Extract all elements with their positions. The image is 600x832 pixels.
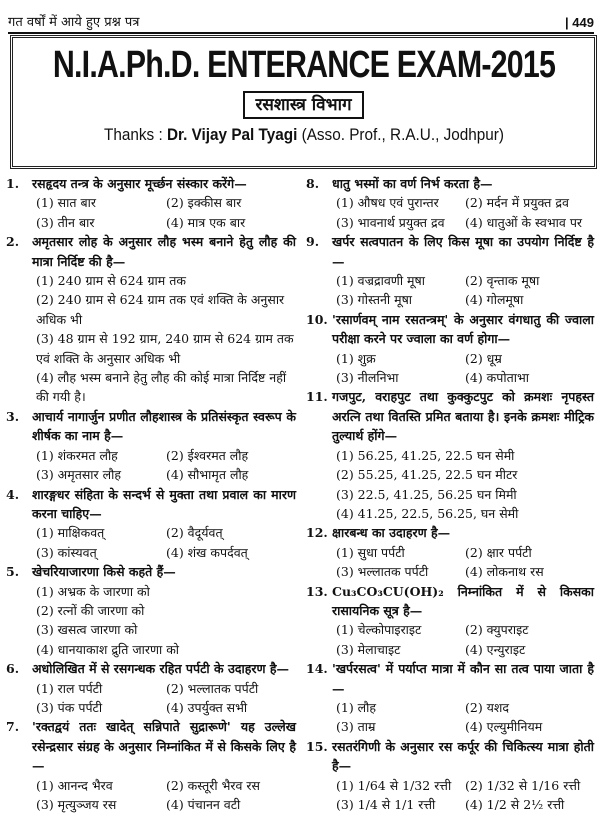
option-item: (3) गोस्तनी मूषा (336, 292, 413, 308)
option-item: (3) मृत्युञ्जय रस (36, 797, 117, 812)
question-body (332, 232, 594, 310)
question-item (6, 485, 296, 563)
question-body (32, 562, 296, 659)
question-item (6, 659, 296, 717)
option-item: (1) शंकरमत लौह (36, 447, 118, 463)
option-item: (1) सुधा पर्पटी (336, 544, 405, 560)
question-item (306, 659, 594, 737)
question-item (306, 737, 594, 815)
running-header-title: गत वर्षों में आये हुए प्रश्न पत्र (8, 15, 140, 30)
right-column (306, 174, 594, 814)
question-body (332, 387, 594, 523)
option-item: (3) ताम्र (336, 719, 376, 735)
option-item: (3) पंक पर्पटी (36, 699, 103, 715)
options-list (332, 446, 594, 524)
option-item: (3) खसत्व जारणा को (36, 622, 138, 638)
question-item (306, 582, 594, 660)
question-item (6, 717, 296, 814)
question-text: Cu₃CO₃CU(OH)₂ निम्नांकित में से किसका रासायनिक सूत्र है— (332, 583, 594, 618)
option-item: (4) 1/2 से 2½ रत्ती (465, 797, 565, 812)
option-item: (1) लौह (336, 699, 377, 715)
options-list (32, 679, 296, 718)
question-number: 11. (306, 389, 328, 405)
option-item: (4) 41.25, 22.5, 56.25, घन सेमी (336, 505, 519, 521)
option-item: (2) मर्दन में प्रयुक्त द्रव (465, 195, 569, 211)
question-body (332, 659, 594, 737)
option-item: (4) धातुओं के स्वभाव पर (465, 214, 583, 230)
question-body (32, 174, 296, 232)
option-item: (4) शंख कपर्दवत् (166, 544, 248, 560)
option-item: (2) 1/32 से 1/16 रत्ती (465, 777, 581, 793)
question-item (306, 174, 594, 232)
question-body (332, 582, 594, 660)
question-body (332, 737, 594, 815)
question-number: 12. (306, 525, 328, 541)
question-item (6, 562, 296, 659)
options-list (32, 523, 296, 562)
question-body (32, 659, 296, 717)
options-list (332, 698, 594, 737)
question-text: गजपुट, वराहपुट तथा कुक्कुटपुट को क्रमशः नृपहस्त अरत्नि तथा वितस्ति प्रमित बताया है। इनके क्रमशः मीट्रिक तुल्यार्थ होंगे— (332, 389, 594, 444)
option-item: (1) सात बार (36, 195, 96, 211)
question-number: 1. (6, 176, 20, 191)
options-list (332, 271, 594, 310)
option-item: (2) भल्लातक पर्पटी (166, 680, 259, 696)
question-number: 14. (306, 661, 328, 677)
question-number: 7. (6, 719, 20, 735)
option-item: (3) 1/4 से 1/1 रत्ती (336, 797, 436, 812)
question-number: 5. (6, 564, 20, 580)
option-item: (2) इक्कीस बार (166, 195, 242, 211)
option-item: (3) 22.5, 41.25, 56.25 घन मिमी (336, 486, 517, 502)
option-item: (4) लौह भस्म बनाने हेतु लौह की कोई मात्रा निर्दिष्ट नहीं की गयी है। (36, 370, 287, 405)
option-item: (3) मेलाचाइट (336, 641, 401, 657)
acknowledgement (104, 124, 504, 146)
question-item (306, 387, 594, 523)
exam-banner (10, 35, 597, 169)
question-body (32, 232, 296, 407)
question-number: 8. (306, 176, 320, 191)
question-number: 6. (6, 661, 20, 677)
option-item: (1) राल पर्पटी (36, 680, 103, 696)
option-item: (2) क्युपराइट (465, 622, 529, 638)
question-item (306, 523, 594, 581)
option-item: (3) 48 ग्राम से 192 ग्राम, 240 ग्राम से 624 ग्राम तक एवं शक्ति के अनुसार अधिक भी (36, 331, 294, 366)
thanks-affiliation: (Asso. Prof., R.A.U., Jodhpur) (296, 125, 504, 144)
question-text: अधोलिखित में से रसगन्धक रहित पर्पटी के उदाहरण है— (32, 661, 289, 677)
options-list (332, 620, 594, 659)
question-text: 'रक्तद्वयं ततः खादेत् सन्निपाते सुद्रारूणे' यह उल्लेख रसेन्द्रसार संग्रह के अनुसार निम्नांकित में से किसके लिए है— (32, 719, 296, 774)
question-text: खर्पर सत्वपातन के लिए किस मूषा का उपयोग निर्दिष्ट है— (332, 234, 594, 269)
option-item: (2) 240 ग्राम से 624 ग्राम तक एवं शक्ति के अनुसार अधिक भी (36, 292, 285, 327)
options-list (332, 193, 594, 232)
option-item: (2) कस्तूरी भैरव रस (166, 777, 260, 793)
question-text: 'रसार्णवम् नाम रसतन्त्रम्' के अनुसार वंगधातु की ज्वाला परीक्षा करने पर ज्वाला का वर्ण होगा— (332, 311, 594, 347)
option-item: (2) वृन्ताक मूषा (465, 273, 540, 289)
option-item: (3) तीन बार (36, 214, 95, 230)
question-number: 10. (306, 311, 328, 327)
options-list (32, 446, 296, 485)
options-list (32, 776, 296, 815)
question-text: रसहृदय तन्त्र के अनुसार मूर्च्छन संस्कार करेंगे— (32, 176, 247, 191)
option-item: (3) कांस्यवत् (36, 544, 97, 560)
option-item: (4) गोलमूषा (465, 292, 524, 308)
question-text: रसतरंगिणी के अनुसार रस कर्पूर की चिकित्स्य मात्रा होती है— (332, 738, 594, 774)
option-item: (1) औषध एवं पुरान्तर (336, 195, 439, 211)
question-text: धातु भस्मों का वर्ण निर्भ करता है— (332, 176, 493, 191)
option-item: (3) भल्लातक पर्पटी (336, 564, 429, 580)
running-header (8, 8, 594, 34)
option-item: (2) 55.25, 41.25, 22.5 घन मीटर (336, 467, 518, 483)
options-list (332, 776, 594, 815)
options-list (32, 193, 296, 232)
option-item: (4) सौभामृत लौह (166, 467, 249, 483)
question-body (332, 523, 594, 581)
option-item: (1) 56.25, 41.25, 22.5 घन सेमी (336, 447, 515, 463)
options-list (332, 543, 594, 582)
option-item: (1) अभ्रक के जारणा को (36, 583, 150, 599)
question-body (32, 485, 296, 563)
option-item: (2) क्षार पर्पटी (465, 544, 532, 560)
question-number: 15. (306, 738, 328, 754)
exam-title: N.I.A.Ph.D. ENTERANCE EXAM-2015 (52, 44, 555, 86)
option-item: (3) नीलनिभा (336, 370, 399, 386)
question-number: 3. (6, 408, 20, 424)
question-number: 4. (6, 486, 20, 502)
question-text: आचार्य नागार्जुन प्रणीत लौहशास्त्र के प्रतिसंस्कृत स्वरूप के शीर्षक का नाम है— (32, 408, 296, 444)
option-item: (2) धूम्र (465, 350, 502, 366)
question-number: 2. (6, 234, 20, 250)
question-text: 'खर्परसत्व' में पर्याप्त मात्रा में कौन सा तत्व पाया जाता है— (332, 661, 594, 696)
thanks-name: Dr. Vijay Pal Tyagi (166, 125, 297, 144)
option-item: (4) कपोताभा (465, 370, 530, 386)
option-item: (4) उपर्युक्त सभी (166, 699, 248, 715)
option-item: (1) 240 ग्राम से 624 ग्राम तक (36, 273, 186, 289)
question-text: खेचरियाजारणा किसे कहते हैं— (32, 564, 176, 580)
option-item: (1) चेल्कोपाइराइट (336, 622, 422, 638)
option-item: (1) माक्षिकवत् (36, 525, 105, 541)
thanks-label: Thanks : (103, 125, 167, 144)
question-body (32, 407, 296, 485)
question-text: अमृतसार लोह के अनुसार लौह भस्म बनाने हेतु लौह की मात्रा निर्दिष्ट की है— (32, 234, 296, 269)
option-item: (2) रत्नों की जारणा को (36, 602, 145, 618)
options-list (32, 582, 296, 660)
option-item: (4) एन्युराइट (465, 641, 526, 657)
option-item: (4) मात्र एक बार (166, 214, 246, 230)
question-item (6, 232, 296, 407)
option-item: (4) एल्युमीनियम (465, 719, 543, 735)
left-column (6, 174, 296, 814)
question-number: 13. (306, 583, 328, 599)
option-item: (4) धानयाकाश द्रुति जारणा को (36, 641, 180, 657)
question-body (332, 174, 594, 232)
question-item (6, 174, 296, 232)
option-item: (1) 1/64 से 1/32 रत्ती (336, 777, 452, 793)
question-text: शारङ्गधर संहिता के सन्दर्भ से मुक्ता तथा प्रवाल का मारण करना चाहिए— (32, 486, 296, 521)
question-item (306, 310, 594, 388)
option-item: (4) लोकनाथ रस (465, 564, 544, 580)
option-item: (1) वज्रद्रावणी मूषा (336, 273, 425, 289)
option-item: (1) आनन्द भैरव (36, 777, 113, 793)
page-number: | 449 (565, 15, 594, 30)
options-list (32, 271, 296, 407)
question-text: क्षारबन्ध का उदाहरण है— (332, 525, 451, 541)
option-item: (4) पंचानन वटी (166, 797, 241, 812)
question-body (332, 310, 594, 388)
option-item: (3) अमृतसार लौह (36, 467, 121, 483)
department-label: रसशास्त्र विभाग (243, 91, 363, 119)
option-item: (2) यशद (465, 699, 510, 715)
question-body (32, 717, 296, 814)
question-item (6, 407, 296, 485)
options-list (332, 349, 594, 388)
option-item: (2) वैदूर्यवत् (166, 525, 223, 541)
option-item: (2) ईश्वरमत लौह (166, 447, 249, 463)
option-item: (3) भावनार्थ प्रयुक्त द्रव (336, 214, 445, 230)
question-number: 9. (306, 234, 320, 250)
option-item: (1) शुक्र (336, 350, 376, 366)
question-item (306, 232, 594, 310)
